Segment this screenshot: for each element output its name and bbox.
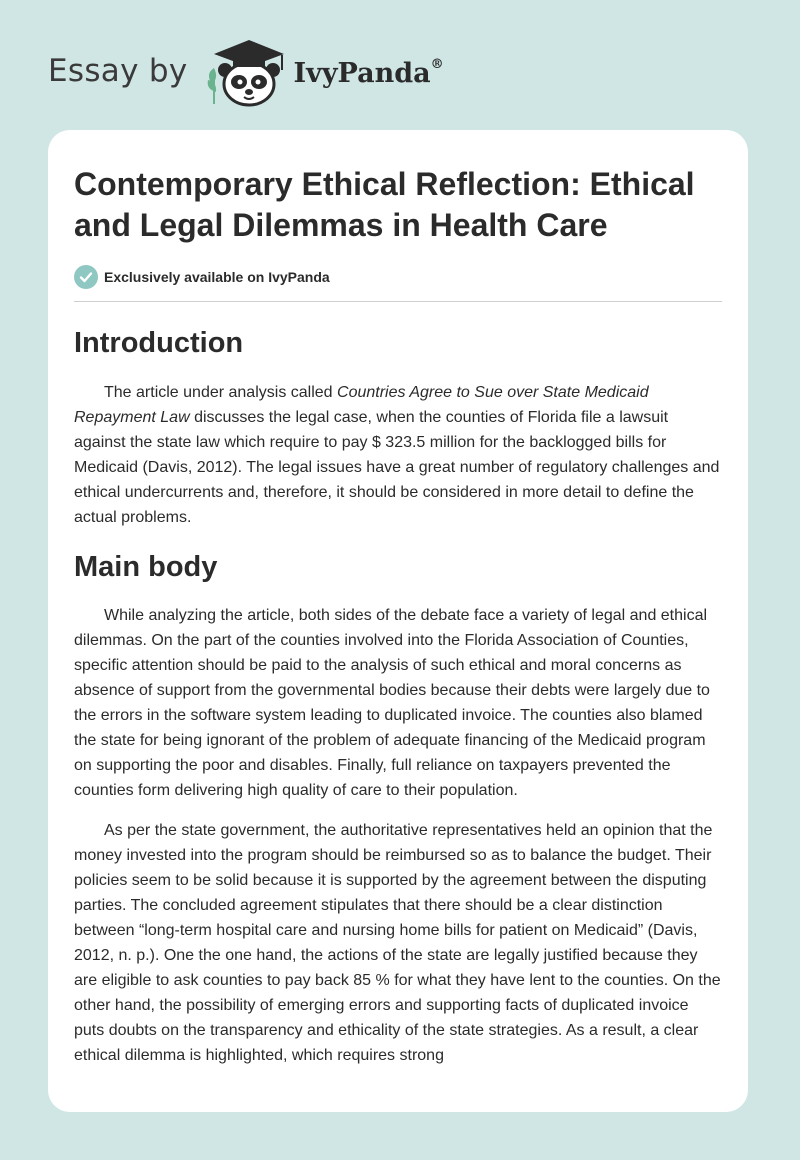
section-heading: Introduction	[74, 327, 244, 359]
section-heading: Main body	[74, 551, 218, 583]
page-title: Contemporary Ethical Reflection: Ethical and Legal Dilemmas in Health Care	[74, 166, 695, 243]
paragraph: As per the state government, the authoritative representatives held an opinion that the money invested into the program should be reimbursed so as to balance the budget. Their policies seem to be solid because it is supported by the agreement between the disputing parties. The concluded agreement stipulates that there should be a clear distinction between “long-term hospital care and nursing home bills for patient on Medicaid” (Davis, 2012, n. p.). One the one hand, the actions of the state are legally justified because they are eligible to ask counties to pay back 85 % for what they have lent to the counties. On the other hand, the possibility of emerging errors and supporting facts of duplicated invoice puts doubts on the transparency and ethicality of the state strategies. As a result, a clear ethical dilemma is highlighted, which requires strong	[74, 822, 721, 1064]
section-introduction	[74, 326, 722, 530]
panda-graduate-icon	[202, 34, 294, 108]
essay-card	[48, 130, 748, 1112]
article-title-citation: Countries Agree to Sue over State Medicaid Repayment Law	[74, 384, 649, 426]
brand-name: IvyPanda®	[293, 56, 444, 89]
badge-label: Exclusively available on IvyPanda	[104, 269, 330, 285]
paragraph: The article under analysis called Countries Agree to Sue over State Medicaid Repayment Law discusses the legal case, when the counties of Florida file a lawsuit against the state law which require to pay $ 323.5 million for the backlogged bills for Medicaid (Davis, 2012). The legal issues have a great number of regulatory challenges and ethical undercurrents and, therefore, it should be considered in more detail to define the actual problems.	[74, 384, 720, 526]
brand-header[interactable]	[48, 34, 444, 108]
section-main-body	[74, 550, 722, 1068]
brand-prefix: Essay by	[48, 53, 188, 89]
exclusive-badge	[74, 265, 722, 289]
paragraph: While analyzing the article, both sides of the debate face a variety of legal and ethical dilemmas. On the part of the counties involved into the Florida Association of Counties, specific attention should be paid to the analysis of such ethical and moral concerns as absence of support from the governmental bodies because their debts were largely due to the errors in the software system leading to duplicated invoice. The counties also blamed the state for being ignorant of the problem of adequate financing of the Medicaid program on supporting the poor and disables. Finally, full reliance on taxpayers prevented the counties form delivering high quality of care to their population.	[74, 607, 710, 799]
check-circle-icon	[74, 265, 98, 289]
divider	[74, 301, 722, 302]
